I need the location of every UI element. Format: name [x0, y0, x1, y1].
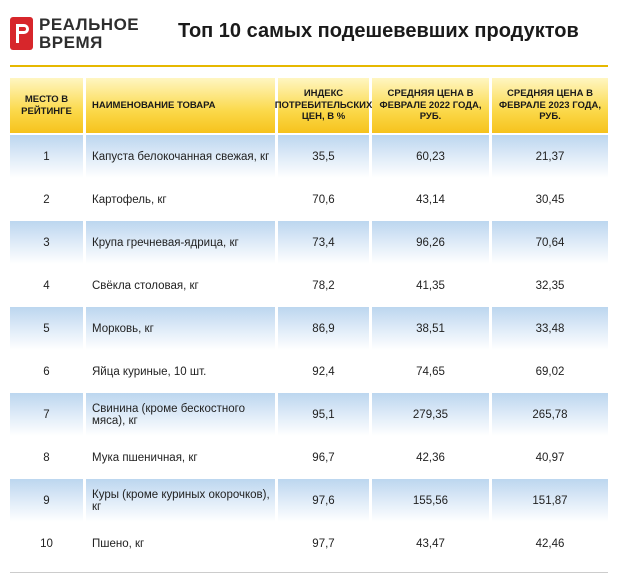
logo-text-line2: ВРЕМЯ [39, 33, 103, 52]
cell-rank: 7 [10, 393, 83, 436]
cell-cpi: 97,6 [278, 479, 369, 522]
cell-cpi: 96,7 [312, 451, 335, 464]
cell-price-2022: 43,47 [416, 537, 445, 550]
cell-price-2023: 70,64 [492, 221, 608, 264]
cell-rank: 9 [10, 479, 83, 522]
cell-cpi: 97,7 [312, 537, 335, 550]
price-table [10, 78, 608, 565]
cell-product: Пшено, кг [92, 537, 145, 550]
cell-cpi: 95,1 [278, 393, 369, 436]
cell-rank: 5 [10, 307, 83, 350]
header-price-2022: СРЕДНЯЯ ЦЕНА В ФЕВРАЛЕ 2022 ГОДА, РУБ. [372, 78, 489, 133]
cell-rank: 3 [10, 221, 83, 264]
cell-price-2022: 60,23 [372, 135, 489, 178]
cell-price-2022: 96,26 [372, 221, 489, 264]
page-title: Топ 10 самых подешевевших продуктов [178, 20, 579, 42]
cell-price-2023: 151,87 [492, 479, 608, 522]
cell-cpi: 92,4 [312, 365, 335, 378]
cell-price-2023: 40,97 [535, 451, 565, 464]
cell-rank: 6 [43, 365, 50, 378]
cell-cpi: 86,9 [278, 307, 369, 350]
cell-price-2022: 43,14 [416, 193, 445, 206]
cell-rank: 2 [43, 193, 50, 206]
table-row [10, 522, 608, 565]
bottom-divider [10, 572, 608, 573]
table-row [10, 393, 608, 436]
cell-price-2022: 38,51 [372, 307, 489, 350]
cell-rank: 10 [40, 537, 53, 550]
cell-product: Крупа гречневая-ядрица, кг [86, 221, 275, 264]
logo-mark-icon [10, 17, 33, 50]
cell-product: Капуста белокочанная свежая, кг [86, 135, 275, 178]
logo [10, 16, 139, 51]
cell-rank: 1 [10, 135, 83, 178]
table-row [10, 307, 608, 350]
cell-product: Яйца куриные, 10 шт. [92, 365, 207, 378]
cell-product: Морковь, кг [86, 307, 275, 350]
table-row [10, 135, 608, 178]
logo-text-line1: РЕАЛЬНОЕ [39, 15, 140, 34]
cell-price-2023: 32,35 [535, 279, 565, 292]
cell-price-2023: 265,78 [492, 393, 608, 436]
cell-price-2023: 21,37 [492, 135, 608, 178]
cell-price-2022: 41,35 [416, 279, 445, 292]
cell-price-2023: 33,48 [492, 307, 608, 350]
table-row [10, 350, 608, 393]
cell-price-2023: 42,46 [535, 537, 565, 550]
table-row [10, 221, 608, 264]
cell-product: Картофель, кг [92, 193, 167, 206]
cell-price-2022: 42,36 [416, 451, 445, 464]
cell-cpi: 78,2 [312, 279, 335, 292]
cell-price-2022: 155,56 [372, 479, 489, 522]
cell-price-2023: 69,02 [535, 365, 565, 378]
header-price-2023: СРЕДНЯЯ ЦЕНА В ФЕВРАЛЕ 2023 ГОДА, РУБ. [492, 78, 608, 133]
table-row [10, 178, 608, 221]
cell-product: Свёкла столовая, кг [92, 279, 199, 292]
cell-cpi: 73,4 [278, 221, 369, 264]
table-row [10, 264, 608, 307]
cell-price-2022: 279,35 [372, 393, 489, 436]
cell-cpi: 70,6 [312, 193, 335, 206]
cell-product: Свинина (кроме бескостного мяса), кг [86, 393, 275, 436]
header-rank: МЕСТО В РЕЙТИНГЕ [10, 78, 83, 133]
header-cpi: ИНДЕКС ПОТРЕБИТЕЛЬСКИХ ЦЕН, В % [278, 78, 369, 133]
cell-rank: 8 [43, 451, 50, 464]
divider [10, 65, 608, 67]
cell-product: Мука пшеничная, кг [92, 451, 198, 464]
table-row [10, 436, 608, 479]
table-row [10, 479, 608, 522]
cell-cpi: 35,5 [278, 135, 369, 178]
cell-price-2023: 30,45 [535, 193, 565, 206]
header-product: НАИМЕНОВАНИЕ ТОВАРА [86, 78, 275, 133]
cell-rank: 4 [43, 279, 50, 292]
cell-product: Куры (кроме куриных окорочков), кг [86, 479, 275, 522]
table-header-row [10, 78, 608, 133]
cell-price-2022: 74,65 [416, 365, 445, 378]
